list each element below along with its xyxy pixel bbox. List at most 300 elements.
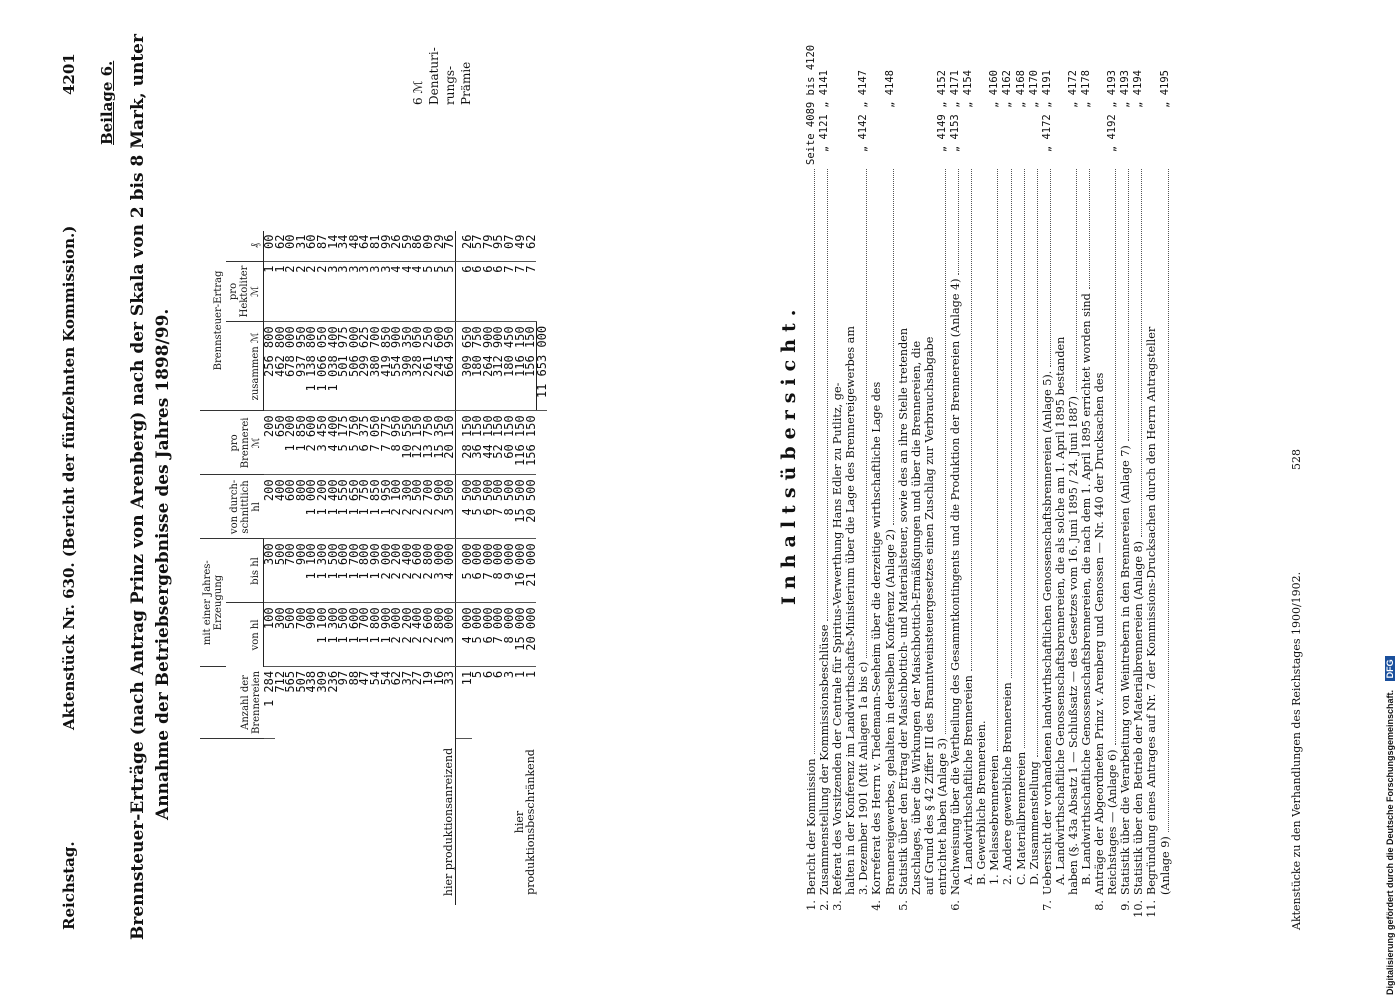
total-empty-cell xyxy=(536,411,547,475)
toc-entry xyxy=(975,70,988,930)
cell-zusammen: 937 950 xyxy=(296,322,307,411)
cell-pro-hl-m: 2 xyxy=(317,261,328,322)
cell-pro-brennerei: 52 150 xyxy=(493,411,504,475)
cell-pro-hl-pf: 76 xyxy=(444,231,455,262)
col-erzeugung: mit einer Jahres-Erzeugung xyxy=(200,539,226,667)
cell-pro-brennerei: 1 850 xyxy=(296,411,307,475)
cell-bis: 2 200 xyxy=(391,539,402,603)
cell-pro-hl-m: 3 xyxy=(349,261,360,322)
cell-anzahl: 19 xyxy=(420,670,435,686)
cell-pro-hl-pf: 09 xyxy=(423,231,434,262)
toc-entry-text: Statistik über die Verarbeitung von Weintrebern in den Brennereien (Anlage 7) xyxy=(1119,445,1133,895)
toc-entry-text: halten in der Konferenz im Landwirthschafts-Ministerium über die Lage des Brennereigewerbes am xyxy=(844,326,858,895)
toc-entry-text: Statistik über den Ertrag der Maischbottich- und Materialsteuer, sowie des an ihre Stelle tretenden xyxy=(896,327,910,895)
toc-entry-page xyxy=(923,242,936,337)
cell-durchschnitt: 2 100 xyxy=(391,475,402,539)
cell-durchschnitt: 7 500 xyxy=(493,475,504,539)
cell-von: 3 000 xyxy=(444,603,455,667)
cell-pro-brennerei: 6 375 xyxy=(359,411,370,475)
col-pro-hl-m: pro Hektoliter ℳ xyxy=(226,261,264,322)
cell-von: 1 900 xyxy=(381,603,392,667)
group-label: hier produktionsbeschränkend xyxy=(513,749,537,895)
toc-entry-number: 10. xyxy=(1132,900,1146,918)
cell-pro-hl-pf: 26 xyxy=(455,231,472,262)
toc-entry xyxy=(1119,70,1132,930)
cell-zusammen: 312 900 xyxy=(493,322,504,411)
cell-pro-hl-m: 2 xyxy=(285,261,296,322)
cell-von: 1 300 xyxy=(328,603,339,667)
toc-leader xyxy=(1132,169,1142,537)
cell-pro-brennerei: 12 150 xyxy=(412,411,423,475)
toc-entry-text: Zuschlages, über die Wirkungen der Maischbottich-Ermäßigungen und über die Brennereien, die xyxy=(909,340,923,895)
cell-anzahl: 47 xyxy=(357,670,372,686)
toc-entry-text: (Anlage 9) xyxy=(1158,836,1172,895)
cell-durchschnitt: 8 500 xyxy=(504,475,515,539)
cell-durchschnitt: 1 200 xyxy=(317,475,328,539)
toc-leader xyxy=(936,169,946,734)
toc-entry xyxy=(923,70,936,930)
toc-entry-page xyxy=(1054,242,1067,337)
cell-pro-brennerei: 200 xyxy=(264,411,275,475)
side-note-line: Denaturi- xyxy=(427,47,441,105)
group-label-cell xyxy=(455,739,536,906)
cell-von: 5 000 xyxy=(472,603,483,667)
toc-entry-text: Reichstages — (Anlage 6) xyxy=(1106,749,1120,895)
brennsteuer-table xyxy=(200,231,547,905)
cell-von: 2 800 xyxy=(434,603,445,667)
cell-zusammen: 462 800 xyxy=(275,322,286,411)
toc-entry xyxy=(805,44,818,930)
cell-pro-hl-m: 7 xyxy=(515,261,526,322)
cell-von: 300 xyxy=(275,603,286,667)
cell-anzahl: 6 xyxy=(491,670,506,679)
cell-anzahl: 62 xyxy=(389,670,404,686)
toc-entry xyxy=(844,70,857,930)
toc-entry-number xyxy=(1106,895,1119,930)
cell-pro-brennerei: 28 150 xyxy=(455,411,472,475)
cell-bis: 1 500 xyxy=(328,539,339,603)
toc-leader xyxy=(962,169,972,671)
toc-entry-page: „ 4153 „ 4171 xyxy=(949,70,962,153)
cell-durchschnitt: 20 500 xyxy=(525,475,536,539)
cell-durchschnitt: 2 500 xyxy=(412,475,423,539)
toc-leader xyxy=(1106,169,1116,745)
cell-bis: 8 000 xyxy=(493,539,504,603)
col-ertrag: Brennsteuer-Ertrag xyxy=(200,231,226,411)
toc-entry xyxy=(884,70,897,930)
cell-pro-hl-pf: 79 xyxy=(483,231,494,262)
cell-durchschnitt: 15 500 xyxy=(515,475,526,539)
cell-anzahl: 236 xyxy=(325,670,340,693)
cell-pro-hl-pf: 87 xyxy=(317,231,328,262)
cell-bis: 2 400 xyxy=(402,539,413,603)
header-center: Aktenstück Nr. 630. (Bericht der fünfzehnten Kommission.) xyxy=(60,225,78,730)
cell-bis: 1 700 xyxy=(349,539,360,603)
cell-pro-hl-pf: 07 xyxy=(504,231,515,262)
header-left: Reichstag. xyxy=(60,841,78,930)
toc-entry-page: „ 4172 „ 4191 xyxy=(1040,70,1053,153)
cell-bis: 2 800 xyxy=(423,539,434,603)
beilage-label: Beilage 6. xyxy=(98,60,116,145)
cell-durchschnitt: 2 300 xyxy=(402,475,413,539)
cell-durchschnitt: 3 500 xyxy=(444,475,455,539)
cell-pro-hl-pf: 95 xyxy=(493,231,504,262)
toc-entry-page: „ 4154 xyxy=(962,70,975,108)
cell-von: 100 xyxy=(264,603,275,667)
col-bis: bis hl xyxy=(226,539,264,603)
cell-durchschnitt: 5 500 xyxy=(472,475,483,539)
toc-entry-text: Statistik über den Betrieb der Materialbrennereien (Anlage 8) xyxy=(1132,540,1146,895)
toc-entry-number xyxy=(988,895,1001,930)
cell-durchschnitt: 1 000 xyxy=(306,475,317,539)
cell-pro-hl-m: 3 xyxy=(359,261,370,322)
toc-entry xyxy=(1067,70,1080,930)
toc-entry xyxy=(1080,70,1093,930)
cell-zusammen: 419 850 xyxy=(381,322,392,411)
cell-pro-hl-pf: 62 xyxy=(525,231,536,262)
cell-bis: 1 600 xyxy=(338,539,349,603)
toc-leader xyxy=(857,169,867,658)
total-empty-cell xyxy=(536,231,547,262)
cell-zusammen: 506 000 xyxy=(349,322,360,411)
toc-entry-number xyxy=(1054,895,1067,930)
cell-von: 2 200 xyxy=(402,603,413,667)
cell-anzahl: 1 xyxy=(523,670,538,679)
cell-pro-hl-m: 1 xyxy=(264,261,275,322)
toc-entry xyxy=(1132,70,1145,930)
cell-von: 2 000 xyxy=(391,603,402,667)
cell-pro-hl-m: 2 xyxy=(296,261,307,322)
footer-right: 528 xyxy=(1290,449,1303,470)
cell-pro-hl-pf: 86 xyxy=(412,231,423,262)
total-row xyxy=(536,231,547,905)
total-empty-cell xyxy=(536,261,547,322)
total-empty-cell xyxy=(536,666,547,738)
table-title-line2: Annahme der Betriebsergebnisse des Jahres 1898/99. xyxy=(153,308,173,820)
cell-durchschnitt: 1 850 xyxy=(370,475,381,539)
cell-zusammen: 180 450 xyxy=(504,322,515,411)
table-group2 xyxy=(455,231,547,905)
toc-leader xyxy=(818,169,828,621)
cell-anzahl: 565 xyxy=(283,670,298,693)
col-durchschnitt: von durch-schnittlich hl xyxy=(200,475,264,539)
col-anzahl: Anzahl der Brennereien xyxy=(200,666,264,738)
cell-pro-hl-pf: 81 xyxy=(370,231,381,262)
toc-entry-text: Bericht der Kommission xyxy=(805,758,818,895)
toc-entry xyxy=(870,70,883,930)
cell-pro-brennerei: 2 600 xyxy=(306,411,317,475)
side-note-line: Prämie xyxy=(459,61,473,105)
cell-durchschnitt: 400 xyxy=(275,475,286,539)
cell-durchschnitt: 2 900 xyxy=(434,475,445,539)
toc-entry-number xyxy=(962,895,975,930)
cell-bis: 3 000 xyxy=(434,539,445,603)
cell-von: 500 xyxy=(285,603,296,667)
toc-entry-number xyxy=(923,895,936,930)
toc-entry-text: A. Landwirthschaftliche Genossenschaftsbrennereien, die als solche am 1. April 1895 bestanden xyxy=(1053,336,1067,885)
cell-durchschnitt: 1 950 xyxy=(381,475,392,539)
cell-durchschnitt: 1 650 xyxy=(349,475,360,539)
cell-zusammen: 501 975 xyxy=(338,322,349,411)
cell-durchschnitt: 1 750 xyxy=(359,475,370,539)
toc-entry xyxy=(857,70,870,930)
cell-pro-hl-pf: 99 xyxy=(381,231,392,262)
cell-durchschnitt: 600 xyxy=(285,475,296,539)
cell-zusammen: 299 625 xyxy=(359,322,370,411)
toc-leader xyxy=(949,169,959,275)
toc-entry-number: 6. xyxy=(949,900,963,911)
toc-entry-page xyxy=(844,231,857,326)
toc-entry-page xyxy=(831,288,844,383)
cell-pro-brennerei: 10 550 xyxy=(402,411,413,475)
toc-entry xyxy=(1145,70,1158,930)
cell-pro-brennerei: 60 150 xyxy=(504,411,515,475)
cell-zusammen: 156 150 xyxy=(525,322,536,411)
toc-entry-page: Seite 4089 bis 4120 xyxy=(805,44,817,165)
toc-entry xyxy=(910,70,923,930)
toc-entry-page xyxy=(975,625,988,720)
toc-entry-page: „ 4192 „ 4193 xyxy=(1106,70,1119,153)
cell-anzahl: 97 xyxy=(336,670,351,686)
cell-pro-hl-m: 5 xyxy=(434,261,445,322)
cell-von: 15 000 xyxy=(515,603,526,667)
toc-entry-number xyxy=(1067,895,1080,930)
cell-pro-hl-m: 5 xyxy=(444,261,455,322)
toc-entry-page xyxy=(1093,278,1106,373)
toc-entry-page: „ 4178 xyxy=(1079,70,1092,108)
toc-entry-number: 2. xyxy=(818,900,832,911)
toc-entry-number xyxy=(1080,895,1093,930)
cell-pro-hl-m: 3 xyxy=(381,261,392,322)
cell-zusammen: 678 000 xyxy=(285,322,296,411)
cell-bis: 500 xyxy=(275,539,286,603)
cell-anzahl: 54 xyxy=(367,670,382,686)
cell-von: 2 400 xyxy=(412,603,423,667)
cell-anzahl: 33 xyxy=(442,670,457,686)
cell-zusammen: 116 150 xyxy=(515,322,526,411)
toc-entry-number: 11. xyxy=(1145,900,1159,918)
total-empty-cell xyxy=(536,475,547,539)
col-zusammen: zusammen ℳ xyxy=(226,322,264,411)
toc-entry-page xyxy=(1145,232,1158,327)
toc-entry-page xyxy=(897,233,910,328)
cell-pro-hl-pf: 34 xyxy=(338,231,349,262)
cell-von: 7 000 xyxy=(493,603,504,667)
toc-entry-page: „ 4121 „ 4141 xyxy=(818,70,831,153)
cell-zusammen: 664 950 xyxy=(444,322,455,411)
toc-leader xyxy=(1119,169,1129,441)
toc-entry-text: Anträge der Abgeordneten Prinz v. Arenberg und Genossen — Nr. 440 der Drucksachen des xyxy=(1093,372,1107,895)
cell-anzahl: 54 xyxy=(378,670,393,686)
cell-pro-hl-m: 4 xyxy=(391,261,402,322)
toc-entry-number xyxy=(910,895,923,930)
toc-entry-number: 5. xyxy=(896,900,910,911)
cell-pro-hl-pf: 62 xyxy=(275,231,286,262)
cell-zusammen: 390 350 xyxy=(402,322,413,411)
toc-entry-text: A. Landwirthschaftliche Brennereien xyxy=(962,675,976,885)
cell-von: 1 700 xyxy=(359,603,370,667)
watermark xyxy=(1385,656,1395,995)
cell-pro-hl-m: 6 xyxy=(472,261,483,322)
toc-entry-text: C. Materialbrennereien xyxy=(1014,751,1028,885)
toc-entry xyxy=(1093,70,1106,930)
toc-entry-text: auf Grund des § 42 Ziffer III des Branntweinsteuergesetzes einen Zuschlag zur Verbrauchsabgabe xyxy=(922,336,936,895)
toc-entry-text: B. Gewerbliche Brennereien. xyxy=(975,720,989,885)
cell-bis: 700 xyxy=(285,539,296,603)
cell-bis: 16 000 xyxy=(515,539,526,603)
cell-pro-hl-m: 2 xyxy=(306,261,317,322)
toc-entry-text: B. Landwirthschaftliche Genossenschaftsbrennereien, die nach dem 1. April 1895 errichtet worden sind xyxy=(1079,293,1093,885)
toc-entry-number xyxy=(857,895,870,930)
cell-von: 20 000 xyxy=(525,603,536,667)
cell-bis: 1 800 xyxy=(359,539,370,603)
total-value: 11 653 000 xyxy=(536,322,547,411)
cell-pro-brennerei: 1 200 xyxy=(285,411,296,475)
toc-entry xyxy=(936,70,949,930)
cell-bis: 1 900 xyxy=(370,539,381,603)
toc-entry-page xyxy=(910,246,923,341)
cell-pro-brennerei: 156 150 xyxy=(525,411,536,475)
toc-entry-text: D. Zusammenstellung xyxy=(1027,761,1041,885)
toc-entry-text: Brennereigewerbes, gehalten in derselben Konferenz (Anlage 2) xyxy=(883,529,897,895)
toc-entry-number xyxy=(1159,895,1172,930)
toc-leader xyxy=(1041,169,1051,367)
col-von: von hl xyxy=(226,603,264,667)
toc-entry-number xyxy=(1015,895,1028,930)
toc-entry-text: Begründung eines Antrages auf Nr. 7 der Kommissions-Drucksachen durch den Herrn Antragsteller xyxy=(1145,326,1159,895)
toc-entry xyxy=(1041,70,1054,930)
table-title-line1: Brennsteuer-Erträge (nach Antrag Prinz von Arenberg) nach der Skala von 2 bis 8 Mark, unter xyxy=(128,34,148,940)
dfg-logo: DFG xyxy=(1385,656,1395,681)
cell-anzahl: 37 xyxy=(399,670,414,686)
toc-leader xyxy=(805,169,815,754)
cell-pro-hl-pf: 57 xyxy=(472,231,483,262)
toc-entry-number xyxy=(844,895,857,930)
cell-pro-brennerei: 44 150 xyxy=(483,411,494,475)
cell-pro-brennerei: 13 750 xyxy=(423,411,434,475)
cell-anzahl: 1 xyxy=(512,670,527,679)
toc-entry-page: „ 4194 xyxy=(1132,70,1145,108)
table-group1 xyxy=(261,231,457,905)
cell-pro-brennerei: 5 175 xyxy=(338,411,349,475)
toc-entry-page: „ 4160 xyxy=(988,70,1001,108)
cell-bis: 21 000 xyxy=(525,539,536,603)
cell-pro-hl-m: 5 xyxy=(423,261,434,322)
toc-entry-page: „ 4148 xyxy=(883,70,896,108)
side-note-line: 6 ℳ xyxy=(411,80,425,105)
cell-pro-hl-pf: 59 xyxy=(402,231,413,262)
toc-list xyxy=(805,44,1172,930)
cell-pro-hl-m: 6 xyxy=(493,261,504,322)
cell-bis: 900 xyxy=(296,539,307,603)
cell-pro-hl-m: 4 xyxy=(402,261,413,322)
cell-zusammen: 328 050 xyxy=(412,322,423,411)
cell-zusammen: 245 600 xyxy=(434,322,445,411)
toc-entry xyxy=(1028,70,1041,930)
cell-von: 1 100 xyxy=(317,603,328,667)
cell-bis: 2 600 xyxy=(412,539,423,603)
cell-pro-hl-m: 4 xyxy=(412,261,423,322)
cell-pro-brennerei: 4 400 xyxy=(328,411,339,475)
toc-entry-text: Korreferat des Herrn v. Tiedemann-Seeheim über die derzeitige wirthschaftliche Lage des xyxy=(870,381,884,895)
cell-pro-brennerei: 650 xyxy=(275,411,286,475)
cell-durchschnitt: 800 xyxy=(296,475,307,539)
cell-bis: 9 000 xyxy=(504,539,515,603)
toc-entry xyxy=(1015,70,1028,930)
cell-pro-brennerei: 20 150 xyxy=(444,411,455,475)
toc-entry xyxy=(831,70,844,930)
toc-title: Inhaltsübersicht. xyxy=(778,302,800,605)
toc-entry-number: 3. xyxy=(831,900,845,911)
cell-anzahl: 712 xyxy=(272,670,287,693)
toc-leader xyxy=(884,169,894,525)
cell-pro-brennerei: 116 150 xyxy=(515,411,526,475)
toc-entry-page: „ 4162 xyxy=(1001,70,1014,108)
cell-zusammen: 180 750 xyxy=(472,322,483,411)
cell-pro-hl-pf: 60 xyxy=(306,231,317,262)
toc-entry-page xyxy=(870,287,883,382)
toc-entry-page: „ 4195 xyxy=(1158,70,1171,108)
cell-von: 1 500 xyxy=(338,603,349,667)
toc-entry-number xyxy=(1028,895,1041,930)
cell-anzahl: 1 284 xyxy=(264,666,275,738)
cell-durchschnitt: 1 400 xyxy=(328,475,339,539)
col-pro-hl-pf: ₰ xyxy=(226,231,264,262)
cell-bis: 4 000 xyxy=(444,539,455,603)
toc-entry xyxy=(1106,70,1119,930)
toc-entry-text: Zusammenstellung der Kommissionsbeschlüsse xyxy=(818,624,832,895)
cell-pro-brennerei: 36 150 xyxy=(472,411,483,475)
col-pro-brennerei: pro Brennerei ℳ xyxy=(200,411,264,475)
cell-zusammen: 554 900 xyxy=(391,322,402,411)
cell-pro-hl-m: 7 xyxy=(525,261,536,322)
toc-entry xyxy=(1054,70,1067,930)
toc-leader xyxy=(1067,169,1077,392)
cell-anzahl: 27 xyxy=(410,670,425,686)
toc-leader xyxy=(1028,169,1038,757)
toc-entry-page: „ 4170 xyxy=(1027,70,1040,108)
toc-entry-text: 3. Dezember 1901 (Mit Anlagen 1a bis c) xyxy=(857,661,871,895)
cell-durchschnitt: 6 500 xyxy=(483,475,494,539)
group-label: hier produktionsanreizend xyxy=(442,747,456,897)
cell-von: 6 000 xyxy=(483,603,494,667)
cell-pro-brennerei: 15 350 xyxy=(434,411,445,475)
cell-von: 700 xyxy=(296,603,307,667)
cell-zusammen: 261 250 xyxy=(423,322,434,411)
cell-pro-hl-pf: 64 xyxy=(359,231,370,262)
toc-entry-number xyxy=(975,895,988,930)
toc-entry-number: 1. xyxy=(805,900,818,911)
toc-entry xyxy=(1001,70,1014,930)
toc-entry xyxy=(988,70,1001,930)
total-empty-cell xyxy=(536,539,547,603)
cell-pro-hl-pf: 26 xyxy=(391,231,402,262)
toc-entry-number xyxy=(936,895,949,930)
toc-leader xyxy=(1080,169,1090,289)
cell-von: 1 800 xyxy=(370,603,381,667)
cell-pro-hl-m: 6 xyxy=(455,261,472,322)
cell-bis: 300 xyxy=(264,539,275,603)
toc-entry xyxy=(949,70,962,930)
toc-entry-text: haben (§. 43a Absatz 1 — Schlußsatz — des Gesetzes vom 16. Juni 1895 / 24. Juni 1887) xyxy=(1066,396,1080,895)
cell-zusammen: 309 650 xyxy=(455,322,472,411)
toc-entry-number: 7. xyxy=(1040,900,1054,911)
group-label-cell xyxy=(264,739,456,906)
cell-bis: 1 100 xyxy=(306,539,317,603)
toc-entry-page: „ 4172 xyxy=(1066,70,1079,108)
cell-zusammen: 1 138 800 xyxy=(306,322,317,411)
cell-pro-brennerei: 8 950 xyxy=(391,411,402,475)
